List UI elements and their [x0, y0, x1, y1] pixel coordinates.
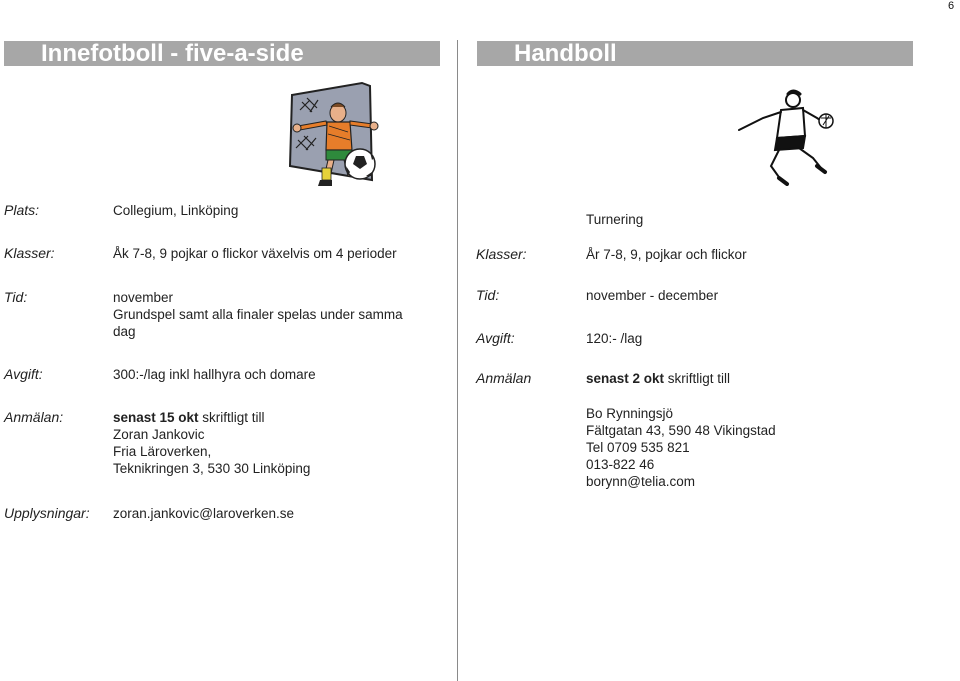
handboll-anmalan-deadline: [586, 370, 730, 387]
anmalan-deadline: [113, 409, 443, 426]
handboll-contact-line: Bo Rynningsjö: [586, 406, 674, 421]
anmalan-deadline-bold: senast 15 okt: [113, 410, 199, 425]
handboll-klasser-label: Klasser:: [476, 246, 527, 262]
avgift-value: 300:-/lag inkl hallhyra och domare: [113, 367, 316, 382]
tid-line: Grundspel samt alla finaler spelas under samma: [113, 307, 403, 322]
tid-line: dag: [113, 324, 136, 339]
tid-line: november: [113, 290, 174, 305]
football-icon: [345, 149, 375, 179]
handboll-avgift-label: Avgift:: [476, 330, 515, 346]
column-divider: [457, 40, 458, 681]
klasser-value: Åk 7-8, 9 pojkar o flickor växelvis om 4 perioder: [113, 246, 397, 261]
handball-player-figure-icon: [739, 91, 825, 184]
handboll-tid-label: Tid:: [476, 287, 500, 303]
plats-value: Collegium, Linköping: [113, 203, 239, 218]
plats-label: Plats:: [4, 202, 40, 218]
handboll-contact-line: borynn@telia.com: [586, 474, 696, 489]
goalkeeper-illustration: [282, 80, 382, 195]
anmalan-line: Fria Läroverken,: [113, 444, 212, 459]
section-title-handboll: Handboll: [477, 41, 913, 66]
anmalan-line: Zoran Jankovic: [113, 427, 205, 442]
handboll-klasser-value: År 7-8, 9, pojkar och flickor: [586, 247, 747, 262]
handboll-anmalan-deadline-bold: senast 2 okt: [586, 371, 665, 386]
anmalan-value: [113, 409, 443, 477]
upplysningar-label: Upplysningar:: [4, 505, 90, 521]
avgift-label: Avgift:: [4, 366, 43, 382]
tid-label: Tid:: [4, 289, 28, 305]
handboll-format: Turnering: [586, 212, 644, 227]
handboll-contact-line: 013-822 46: [586, 457, 655, 472]
handboll-contact-line: Tel 0709 535 821: [586, 440, 690, 455]
page-number: 6: [948, 0, 955, 12]
tid-value: [113, 289, 443, 340]
section-title-innefotboll: Innefotboll - five-a-side: [4, 41, 440, 66]
handball-player-illustration: [733, 88, 838, 186]
handboll-anmalan-deadline-rest: skriftligt till: [664, 371, 731, 386]
handball-icon: [819, 114, 833, 128]
handboll-contact: [586, 405, 946, 490]
klasser-label: Klasser:: [4, 245, 55, 261]
anmalan-deadline-rest: skriftligt till: [198, 410, 265, 425]
handboll-anmalan-label: Anmälan: [476, 370, 532, 386]
anmalan-label: Anmälan:: [4, 409, 64, 425]
handboll-tid-value: november - december: [586, 288, 719, 303]
anmalan-line: Teknikringen 3, 530 30 Linköping: [113, 461, 311, 476]
handboll-avgift-value: 120:- /lag: [586, 331, 643, 346]
handboll-contact-line: Fältgatan 43, 590 48 Vikingstad: [586, 423, 776, 438]
upplysningar-value: zoran.jankovic@laroverken.se: [113, 506, 295, 521]
